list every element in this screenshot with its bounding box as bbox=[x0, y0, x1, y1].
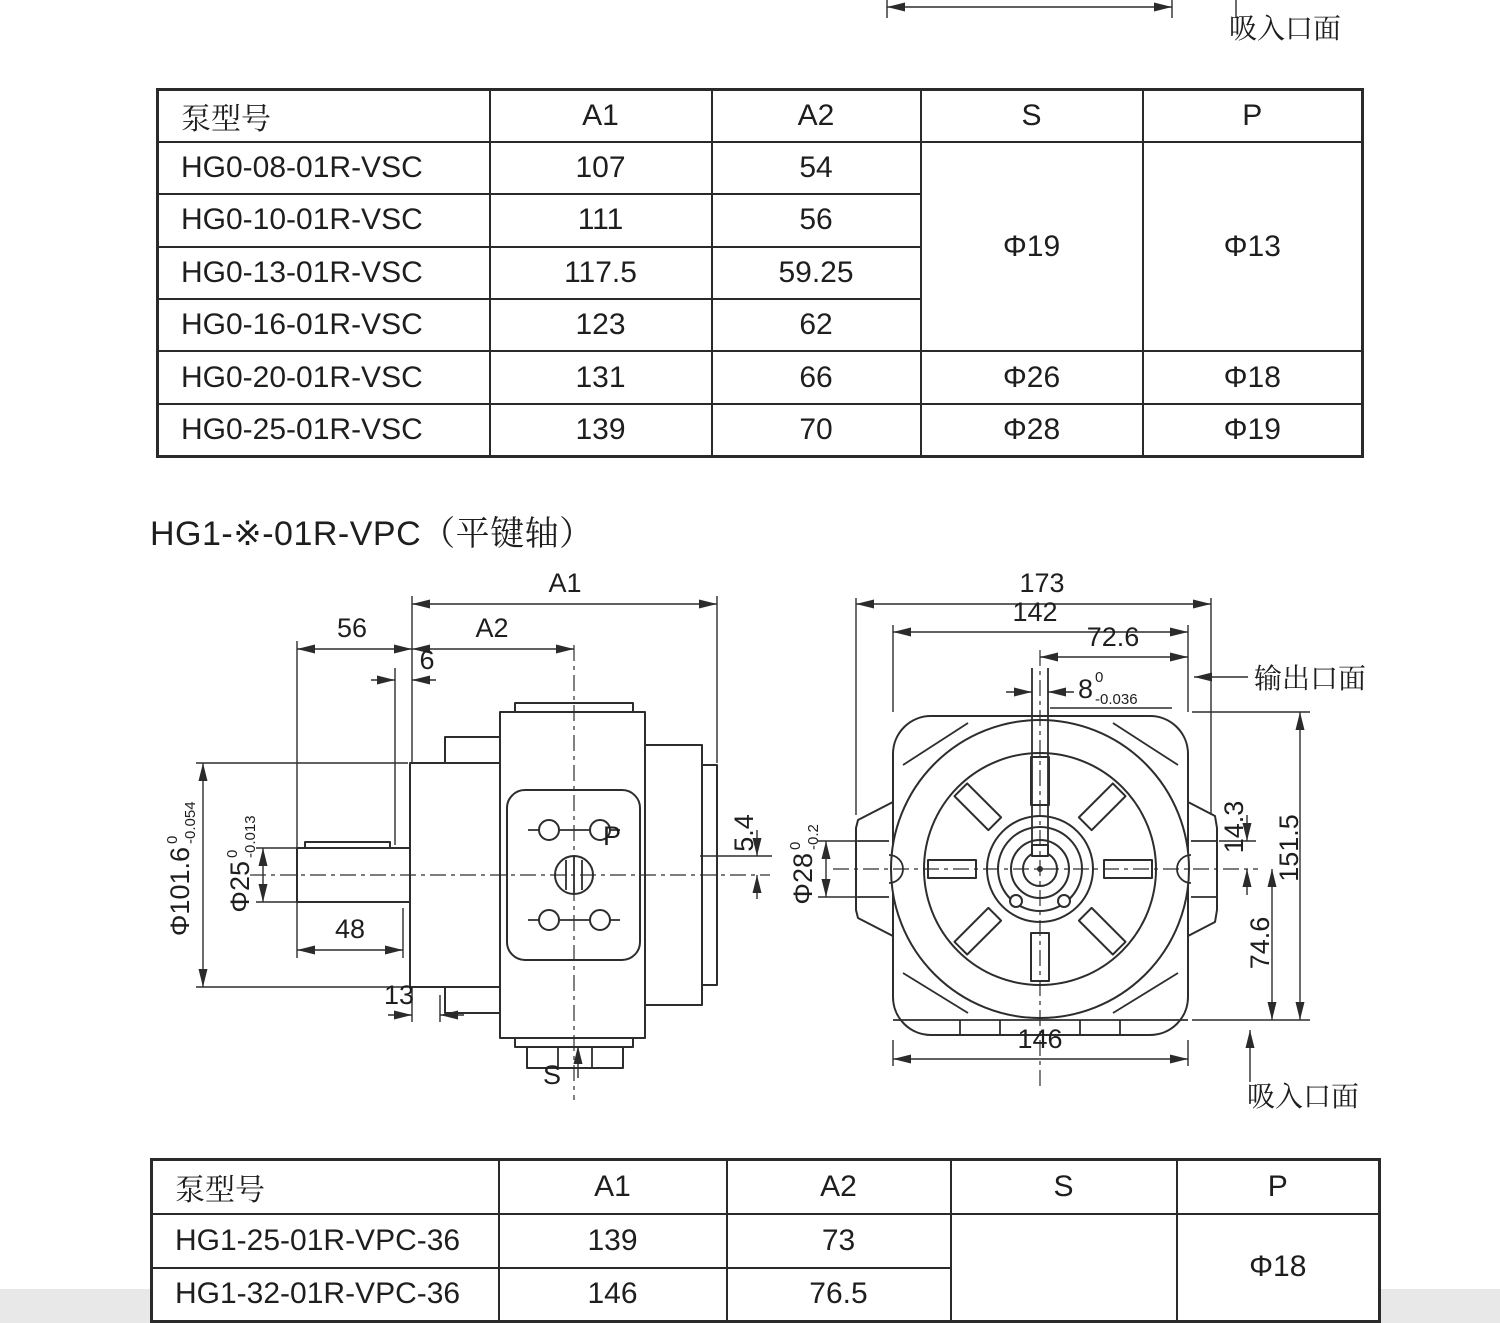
cell-a1: 123 bbox=[490, 299, 712, 351]
cell-model: HG1-25-01R-VPC-36 bbox=[152, 1214, 499, 1268]
table-header-row bbox=[158, 90, 1363, 142]
dim-port-dia-label: Φ28 bbox=[788, 853, 818, 905]
cell-p: Φ18 bbox=[1143, 351, 1363, 403]
top-suction-face-label: 吸入口面 bbox=[1228, 13, 1342, 44]
dim-shaft-diameter bbox=[224, 815, 259, 912]
cell-p-merged: Φ18 bbox=[1177, 1214, 1380, 1322]
top-partial-drawing bbox=[887, 0, 1341, 44]
cell-model: HG0-13-01R-VSC bbox=[158, 247, 490, 299]
outlet-face-label: 输出口面 bbox=[1254, 663, 1367, 694]
shaft-keyway bbox=[305, 842, 390, 848]
table-row bbox=[158, 404, 1363, 456]
cell-s: Φ26 bbox=[921, 351, 1143, 403]
dim-key-tol-hi: 0 bbox=[1095, 669, 1104, 686]
dim-146-label: 146 bbox=[1017, 1024, 1063, 1054]
dim-13-label: 13 bbox=[383, 980, 415, 1010]
table-row bbox=[158, 351, 1363, 403]
cell-p-merged: Φ13 bbox=[1143, 142, 1363, 352]
cell-a2: 56 bbox=[712, 194, 921, 246]
dim-14-3 bbox=[1219, 801, 1249, 854]
table-row bbox=[158, 142, 1363, 194]
dim-port-diameter bbox=[787, 824, 822, 904]
dim-keyway-width bbox=[1078, 669, 1138, 708]
dim-14-3-label: 14.3 bbox=[1219, 800, 1249, 854]
cell-a2: 66 bbox=[712, 351, 921, 403]
cell-a2: 62 bbox=[712, 299, 921, 351]
cell-model: HG1-32-01R-VPC-36 bbox=[152, 1268, 499, 1322]
cell-s-merged bbox=[951, 1214, 1177, 1322]
port-s-label: S bbox=[542, 1060, 562, 1090]
col-header-a1: A1 bbox=[499, 1160, 727, 1214]
front-view-drawing bbox=[787, 568, 1366, 1112]
cell-a2: 70 bbox=[712, 404, 921, 456]
table-header-row bbox=[152, 1160, 1380, 1214]
section-title: HG1-※-01R-VPC（平键轴） bbox=[150, 515, 594, 553]
dim-151-5 bbox=[1274, 814, 1304, 882]
cell-a1: 139 bbox=[490, 404, 712, 456]
side-view-drawing bbox=[164, 568, 772, 1100]
cell-a2: 59.25 bbox=[712, 247, 921, 299]
dim-151-5-label: 151.5 bbox=[1274, 814, 1304, 882]
cell-p: Φ19 bbox=[1143, 404, 1363, 456]
cell-model: HG0-20-01R-VSC bbox=[158, 351, 490, 403]
cell-model: HG0-16-01R-VSC bbox=[158, 299, 490, 351]
dim-74-6-label: 74.6 bbox=[1245, 916, 1275, 970]
dim-port-tol-lo: -0.2 bbox=[805, 824, 822, 850]
dim-port-tol-hi: 0 bbox=[787, 841, 804, 850]
dim-6-label: 6 bbox=[419, 645, 435, 675]
cell-a2: 73 bbox=[727, 1214, 951, 1268]
table-row bbox=[152, 1214, 1380, 1268]
dim-56-label: 56 bbox=[336, 613, 368, 643]
dim-shaft-tol-lo: -0.013 bbox=[242, 815, 259, 858]
col-header-model: 泵型号 bbox=[158, 90, 490, 142]
dim-173-label: 173 bbox=[1019, 568, 1065, 598]
cell-a1: 146 bbox=[499, 1268, 727, 1322]
suction-face-label: 吸入口面 bbox=[1246, 1081, 1360, 1112]
dim-shaft-dia-label: Φ25 bbox=[225, 861, 255, 913]
cell-s: Φ28 bbox=[921, 404, 1143, 456]
dim-72-6-label: 72.6 bbox=[1086, 622, 1140, 652]
cell-a2: 54 bbox=[712, 142, 921, 194]
dim-pilot-tol-hi: 0 bbox=[164, 835, 181, 844]
cell-a1: 117.5 bbox=[490, 247, 712, 299]
cell-model: HG0-25-01R-VSC bbox=[158, 404, 490, 456]
dim-pilot-diameter bbox=[164, 801, 199, 936]
col-header-model: 泵型号 bbox=[152, 1160, 499, 1214]
dim-shaft-tol-hi: 0 bbox=[224, 849, 241, 858]
cell-model: HG0-08-01R-VSC bbox=[158, 142, 490, 194]
cell-a1: 111 bbox=[490, 194, 712, 246]
cell-s-merged: Φ19 bbox=[921, 142, 1143, 352]
col-header-a2: A2 bbox=[727, 1160, 951, 1214]
cell-a1: 107 bbox=[490, 142, 712, 194]
cell-a1: 139 bbox=[499, 1214, 727, 1268]
dim-74-6 bbox=[1245, 917, 1275, 970]
cell-a1: 131 bbox=[490, 351, 712, 403]
col-header-a1: A1 bbox=[490, 90, 712, 142]
col-header-a2: A2 bbox=[712, 90, 921, 142]
dim-5-4 bbox=[729, 814, 759, 852]
col-header-s: S bbox=[921, 90, 1143, 142]
dim-key-label: 8 bbox=[1078, 674, 1094, 704]
dim-5-4-label: 5.4 bbox=[729, 814, 759, 852]
dim-a2-label: A2 bbox=[475, 613, 509, 643]
dim-pilot-tol-lo: -0.054 bbox=[182, 801, 199, 844]
dim-142-label: 142 bbox=[1012, 597, 1058, 627]
col-header-s: S bbox=[951, 1160, 1177, 1214]
col-header-p: P bbox=[1177, 1160, 1380, 1214]
cell-model: HG0-10-01R-VSC bbox=[158, 194, 490, 246]
hg1-spec-table bbox=[150, 1158, 1381, 1323]
dim-key-tol-lo: -0.036 bbox=[1095, 691, 1138, 708]
dim-48-label: 48 bbox=[334, 914, 366, 944]
cell-a2: 76.5 bbox=[727, 1268, 951, 1322]
port-p-label: P bbox=[602, 821, 622, 851]
col-header-p: P bbox=[1143, 90, 1363, 142]
hg0-spec-table bbox=[156, 88, 1364, 458]
dim-pilot-dia-label: Φ101.6 bbox=[165, 847, 195, 937]
dim-a1-label: A1 bbox=[548, 568, 582, 598]
